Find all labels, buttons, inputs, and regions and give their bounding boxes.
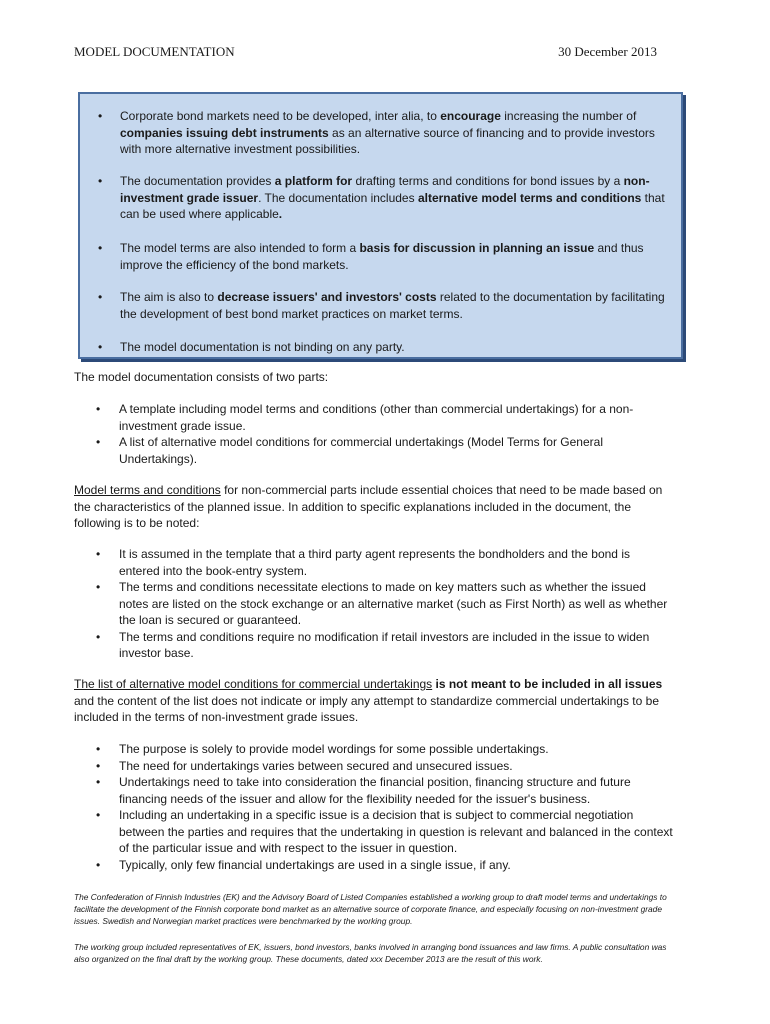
list-item [74,758,674,775]
list-item-text: A list of alternative model conditions for commercial undertakings (Model Terms for General Undertakings). [119,435,603,466]
summary-text: drafting terms and conditions for bond issues by a [352,174,624,188]
bullet-icon: • [98,109,103,123]
list-item [74,629,674,662]
bullet-icon: • [96,547,101,561]
summary-bold: companies issuing debt instruments [120,125,329,140]
bullet-icon: • [98,340,103,354]
list-item-text: The terms and conditions require no modification if retail investors are included in the issue to widen investor base. [119,629,650,660]
document-date: 30 December 2013 [558,44,657,59]
list-item [74,774,674,807]
summary-item [98,339,675,356]
list-item [74,434,674,467]
summary-bold: basis for discussion in planning an issue [359,241,595,255]
page-header [74,44,657,62]
summary-text: The documentation provides [120,174,275,188]
summary-text: . The documentation includes [258,190,418,205]
document-title: MODEL DOCUMENTATION [74,44,235,59]
summary-bold: encourage [440,109,501,123]
list-item-text: The need for undertakings varies between secured and unsecured issues. [119,758,513,773]
list-item [74,807,674,857]
summary-box [78,92,683,359]
bullet-icon: • [98,174,103,188]
bullet-icon: • [96,580,101,594]
summary-bold: non-investment grade issuer [120,174,650,205]
alt-conditions-paragraph [74,676,674,726]
summary-text: The model terms are also intended to form a [120,241,360,255]
list-item-text: A template including model terms and conditions (other than commercial undertakings) for a non-investment grade issue. [119,402,634,433]
bullet-icon: • [96,402,101,416]
list-item-text: The terms and conditions necessitate elections to made on key matters such as whether the issued notes are listed on the stock exchange or an alternative market (such as First North) as well as whether the loan is secured or guaranteed. [119,580,668,627]
bullet-icon: • [96,742,101,756]
summary-item [98,108,675,158]
list-item [74,401,674,434]
model-terms-list [74,546,674,662]
summary-item [98,289,675,322]
bullet-icon: • [96,629,101,644]
alt-conditions-list [74,741,674,873]
bullet-icon: • [98,241,103,255]
bullet-icon: • [96,808,101,822]
summary-bold: decrease issuers' and investors' costs [217,290,437,304]
list-item-text: Typically, only few financial undertakings are used in a single issue, if any. [119,857,511,872]
summary-item [98,173,675,223]
list-item-text: Undertakings need to take into consideration the financial position, financing structure and future financing needs of the issuer and allow for the flexibility needed for the issuer's business. [119,775,631,806]
alt-conditions-bold: is not meant to be included in all issues [432,677,663,691]
summary-text: The aim is also to [120,290,218,304]
summary-item [98,240,675,273]
model-terms-text: for non-commercial parts include essential choices that need to be made based on the characteristics of the planned issue. In addition to specific explanations included in the document, the following is to be noted: [74,483,663,530]
summary-bold: . [278,207,283,221]
list-item-text: Including an undertaking in a specific issue is a decision that is subject to commercial negotiation between the parties and requires that the undertaking in question is relevant and balanced in the context of the particular issue and with respect to the issuer in question. [119,808,673,855]
intro-paragraph: The model documentation consists of two parts: [74,370,329,384]
summary-text: related to the documentation by facilitating the development of best bond market practices on market terms. [120,290,665,321]
list-item [74,546,674,579]
list-item [74,579,674,629]
parts-list [74,401,674,467]
list-item [74,857,674,874]
summary-bold: alternative model terms and conditions [417,190,642,205]
bullet-icon: • [98,290,103,304]
summary-text: Corporate bond markets need to be developed, inter alia, to [120,109,441,123]
summary-text: that can be used where applicable [120,190,665,221]
summary-text: increasing the number of [500,109,637,123]
list-item-text: The purpose is solely to provide model wordings for some possible undertakings. [119,742,549,756]
list-item [74,741,674,758]
model-terms-paragraph [74,482,674,532]
list-item-text: It is assumed in the template that a third party agent represents the bondholders and the bond is entered into the book-entry system. [119,547,630,578]
bullet-icon: • [96,758,101,773]
bullet-icon: • [96,857,101,872]
summary-text: and thus improve the efficiency of the bond markets. [120,241,644,272]
model-terms-heading: Model terms and conditions [74,483,221,497]
alt-conditions-heading: The list of alternative model conditions for commercial undertakings [74,677,433,691]
footnote: The working group included representatives of EK, issuers, bond investors, banks involved in arranging bond issuances and law firms. A public consultation was also organized on the final draft by the working group. These documents, dated xxx December 2013 are the result of this work. [74,942,667,964]
alt-conditions-text: and the content of the list does not indicate or imply any attempt to standardize commercial undertakings to be included in the terms of non-investment grade issues. [74,693,659,724]
summary-text: The model documentation is not binding on any party. [120,340,405,354]
summary-text: as an alternative source of financing and to provide investors with more alternative investment possibilities. [120,125,655,156]
summary-bold: a platform for [274,174,353,188]
bullet-icon: • [96,775,101,789]
footnote: The Confederation of Finnish Industries (EK) and the Advisory Board of Listed Companies established a working group to draft model terms and undertakings to facilitate the development of the Finnish corporate bond market as an alternative source of corporate finance, and especially focusing on non-investment grade issues. Swedish and Norwegian market practices were benchmarked by the working group. [74,892,667,926]
bullet-icon: • [96,435,101,449]
